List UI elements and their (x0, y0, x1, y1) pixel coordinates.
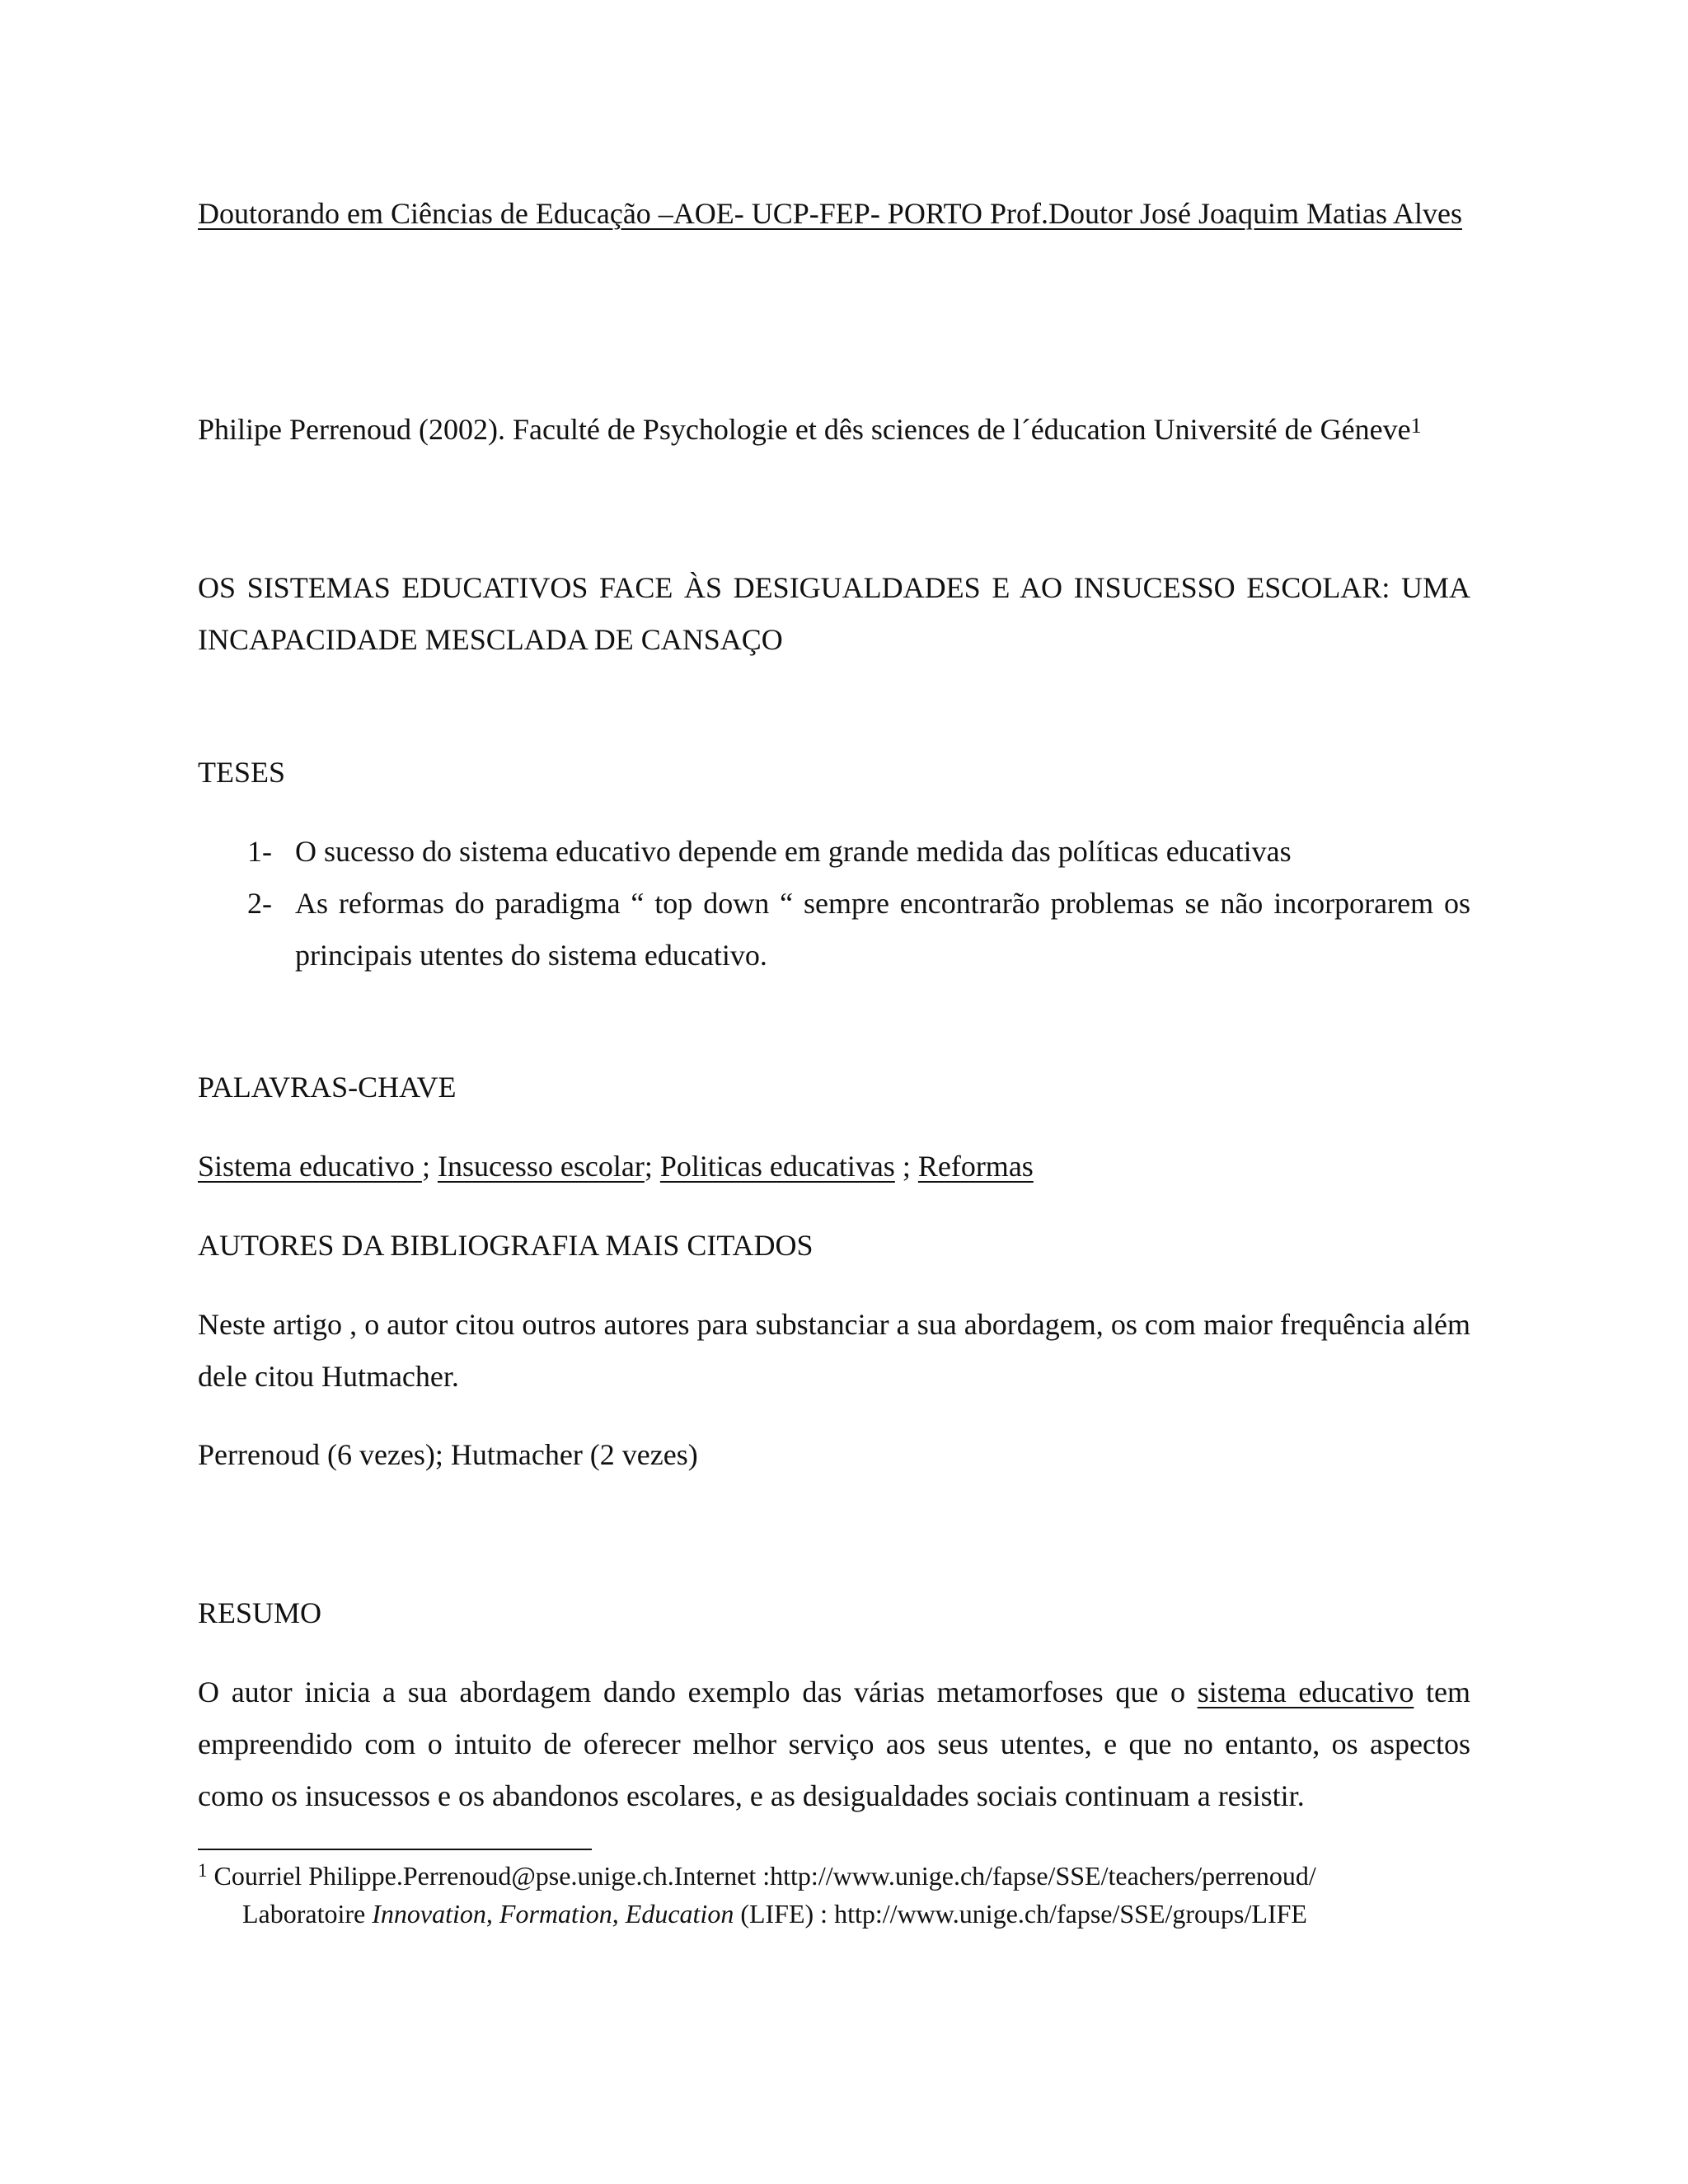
keyword-separator: ; (894, 1150, 918, 1183)
resumo-paragraph (198, 1666, 1470, 1822)
sistema-educativo-link[interactable]: sistema educativo (1197, 1675, 1414, 1708)
author-citation-counts: Perrenoud (6 vezes); Hutmacher (2 vezes) (198, 1438, 698, 1471)
keyword-separator: ; (644, 1150, 660, 1183)
authors-heading: AUTORES DA BIBLIOGRAFIA MAIS CITADOS (198, 1229, 814, 1262)
list-item (198, 826, 1470, 878)
list-item-text: As reformas do paradigma “ top down “ sempre encontrarão problemas se não incorporarem os principais utentes do sistema educativo. (295, 887, 1470, 972)
keyword-link[interactable]: Insucesso escolar (437, 1150, 645, 1183)
keyword-link[interactable]: Sistema educativo (198, 1150, 422, 1183)
footnote-divider (198, 1849, 592, 1850)
footnote (198, 1858, 1484, 1931)
keyword-link[interactable]: Politicas educativas (659, 1150, 895, 1183)
citation-text: Philipe Perrenoud (2002). Faculté de Psychologie et dês sciences de l´éducation Université de Géneve (198, 413, 1411, 446)
list-item-number: 2- (247, 887, 272, 920)
resumo-text-start: O autor inicia a sua abordagem dando exemplo das várias metamorfoses que o (198, 1675, 1198, 1708)
teses-heading: TESES (198, 756, 286, 789)
footnote-reference[interactable]: 1 (1410, 414, 1422, 438)
list-item-text: O sucesso do sistema educativo depende em grande medida das políticas educativas (295, 835, 1292, 868)
resumo-heading: RESUMO (198, 1596, 322, 1629)
footnote-number: 1 (198, 1860, 208, 1881)
keywords-line (198, 1141, 1470, 1193)
resumo-text-end: tem empreendido com o intuito de oferecer melhor serviço aos seus utentes, e que no entanto, os aspectos como os insucessos e os abandonos escolares, e as desigualdades sociais continuam a resistir. (198, 1675, 1471, 1812)
keyword-link[interactable]: Reformas (917, 1150, 1034, 1183)
authors-paragraph: Neste artigo , o autor citou outros autores para substanciar a sua abordagem, os com maior frequência além dele citou Hutmacher. (198, 1308, 1470, 1393)
footnote-line-2 (198, 1896, 1484, 1931)
footnote-lab-name: Innovation, Formation, Education (372, 1899, 734, 1929)
keywords-heading: PALAVRAS-CHAVE (198, 1071, 457, 1104)
footnote-line-1: Courriel Philippe.Perrenoud@pse.unige.ch.Internet :http://www.unige.ch/fapse/SSE/teachers/perrenoud/ (207, 1861, 1316, 1891)
keyword-separator: ; (421, 1150, 438, 1183)
document-title: OS SISTEMAS EDUCATIVOS FACE ÀS DESIGUALDADES E AO INSUCESSO ESCOLAR: UMA INCAPACIDADE MESCLADA DE CANSAÇO (198, 571, 1470, 656)
footnote-lab-url: (LIFE) : http://www.unige.ch/fapse/SSE/groups/LIFE (734, 1899, 1307, 1929)
header-line: Doutorando em Ciências de Educação –AOE- UCP-FEP- PORTO Prof.Doutor José Joaquim Matias Alves (198, 197, 1462, 230)
list-item (198, 878, 1470, 982)
footnote-lab-label: Laboratoire (242, 1899, 373, 1929)
list-item-number: 1- (247, 835, 272, 868)
teses-list (198, 826, 1470, 982)
citation-line (198, 404, 1470, 458)
